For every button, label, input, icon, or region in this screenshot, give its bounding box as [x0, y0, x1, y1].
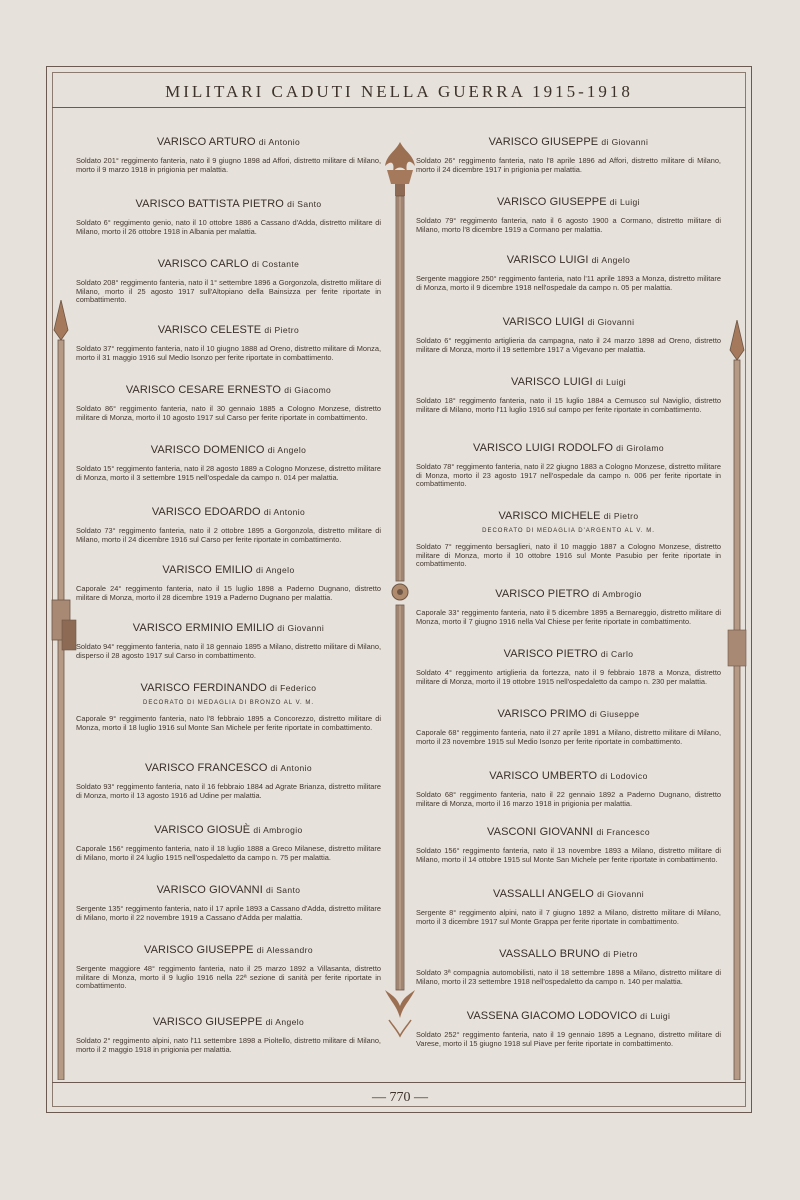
soldier-description: Caporale 9° reggimento fanteria, nato l'8 febbraio 1895 a Concorezzo, distretto militare di Monza, morto il 18 luglio 1916 sul Monte San Michele per ferite riportate in combattimento.: [76, 714, 381, 732]
soldier-entry: [416, 196, 721, 234]
soldier-name-line: [416, 196, 721, 208]
soldier-entry: [76, 506, 381, 544]
soldier-name-line: [416, 770, 721, 782]
soldier-entry: [76, 444, 381, 482]
soldier-entry: [76, 824, 381, 862]
soldier-name: VARISCO GIUSEPPE: [144, 944, 254, 956]
soldier-description: Soldato 3ª compagnia automobilisti, nato il 18 settembre 1898 a Milano, distretto militare di Milano, morto il 23 settembre 1918 nell'ospedaletto da campo n. 140 per malattia.: [416, 968, 721, 986]
soldier-father: di Giovanni: [597, 889, 645, 899]
soldier-name: VARISCO ARTURO: [156, 136, 256, 148]
soldier-father: di Ambrogio: [592, 589, 642, 599]
soldier-description: Soldato 93° reggimento fanteria, nato il 16 febbraio 1884 ad Agrate Brianza, distretto militare di Monza, morto il 13 agosto 1916 ad Udine per malattia.: [76, 782, 381, 800]
soldier-father: di Antonio: [258, 137, 301, 147]
soldier-description: Soldato 208° reggimento fanteria, nato il 1° settembre 1896 a Gorgonzola, distretto militare di Milano, morto il 25 agosto 1917 sull'Altopiano della Bainsizza per ferite riportate in combattimento.: [76, 278, 381, 305]
soldier-description: Soldato 6° reggimento genio, nato il 10 ottobre 1886 a Cassano d'Adda, distretto militare di Milano, morto il 26 ottobre 1918 in Albania per malattia.: [76, 218, 381, 236]
soldier-description: Soldato 201° reggimento fanteria, nato il 9 giugno 1898 ad Affori, distretto militare di Milano, morto il 9 marzo 1918 in prigionia per malattia.: [76, 156, 381, 174]
soldier-entry: [76, 564, 381, 602]
soldier-entry: [76, 944, 381, 991]
soldier-name-line: [76, 444, 381, 456]
soldier-entry: [76, 258, 381, 305]
soldier-name-line: [76, 258, 381, 270]
soldier-entry: [416, 888, 721, 926]
soldier-name-line: [76, 762, 381, 774]
soldier-name-line: [416, 442, 721, 454]
soldier-name: VARISCO CELESTE: [157, 324, 262, 336]
soldier-name: VARISCO CARLO: [157, 258, 249, 270]
soldier-entry: [416, 648, 721, 686]
soldier-entry: [416, 826, 721, 864]
soldier-name-line: [76, 136, 381, 148]
soldier-entry: [416, 510, 721, 569]
soldier-name-line: [76, 824, 381, 836]
soldier-father: di Giacomo: [284, 385, 332, 395]
soldier-description: Soldato 79° reggimento fanteria, nato il 6 agosto 1900 a Cormano, distretto militare di Milano, morto l'8 dicembre 1919 a Cormano per malattia.: [416, 216, 721, 234]
soldier-father: di Giovanni: [587, 317, 635, 327]
soldier-name-line: [76, 884, 381, 896]
soldier-description: Soldato 2° reggimento alpini, nato l'11 settembre 1898 a Pioltello, distretto militare di Milano, morto il 2 maggio 1918 in prigionia per malattia.: [76, 1036, 381, 1054]
soldier-father: di Angelo: [267, 445, 307, 455]
soldier-father: di Giovanni: [277, 623, 325, 633]
soldier-description: Soldato 73° reggimento fanteria, nato il 2 ottobre 1895 a Gorgonzola, distretto militare di Milano, morto il 24 dicembre 1916 sul Carso per ferite riportate in combattimento.: [76, 526, 381, 544]
soldier-description: Soldato 15° reggimento fanteria, nato il 28 agosto 1889 a Cologno Monzese, distretto militare di Monza, morto il 3 settembre 1915 nell'ospedale da campo n. 014 per malattia.: [76, 464, 381, 482]
page-header: [52, 72, 746, 108]
soldier-entry: [416, 1010, 721, 1048]
soldier-father: di Girolamo: [616, 443, 665, 453]
soldier-name-line: [416, 510, 721, 522]
soldier-name-line: [76, 682, 381, 694]
soldier-father: di Luigi: [595, 377, 627, 387]
soldier-father: di Alessandro: [256, 945, 313, 955]
soldier-name-line: [76, 324, 381, 336]
soldier-entry: [76, 682, 381, 732]
soldier-entry: [416, 376, 721, 414]
soldier-description: Soldato 68° reggimento fanteria, nato il 22 gennaio 1892 a Paderno Dugnano, distretto militare di Monza, morto il 16 marzo 1918 in prigionia per malattia.: [416, 790, 721, 808]
soldier-description: Soldato 18° reggimento fanteria, nato il 15 luglio 1884 a Cernusco sul Naviglio, distretto militare di Milano, morto l'11 luglio 1916 sul campo per ferite riportate in combattimento.: [416, 396, 721, 414]
soldier-entry: [416, 708, 721, 746]
soldier-father: di Carlo: [600, 649, 634, 659]
soldier-entry: [76, 884, 381, 922]
soldier-name-line: [76, 506, 381, 518]
soldier-name: VARISCO FRANCESCO: [144, 762, 268, 774]
soldier-entry: [76, 762, 381, 800]
soldier-father: di Santo: [287, 199, 322, 209]
soldier-name: VASSALLO BRUNO: [499, 948, 600, 960]
soldier-entry: [416, 948, 721, 986]
soldier-father: di Giuseppe: [589, 709, 640, 719]
soldier-entry: [416, 254, 721, 292]
soldier-name-line: [76, 622, 381, 634]
soldier-name: VARISCO PRIMO: [497, 708, 587, 720]
soldier-father: di Pietro: [603, 949, 638, 959]
soldier-father: di Luigi: [640, 1011, 671, 1021]
soldier-name-line: [416, 136, 721, 148]
soldier-father: di Santo: [266, 885, 301, 895]
soldier-description: Soldato 252° reggimento fanteria, nato il 19 gennaio 1895 a Legnano, distretto militare di Varese, morto il 15 giugno 1918 sul Piave per ferite riportate in combattimento.: [416, 1030, 721, 1048]
soldier-entry: [416, 588, 721, 626]
soldier-father: di Lodovico: [600, 771, 648, 781]
soldier-name: VARISCO DOMENICO: [150, 444, 265, 456]
soldier-name: VARISCO LUIGI: [502, 316, 585, 328]
soldier-name: VARISCO GIUSEPPE: [152, 1016, 263, 1028]
soldier-name: VARISCO EMILIO: [162, 564, 253, 576]
soldier-name-line: [416, 708, 721, 720]
soldier-description: Caporale 156° reggimento fanteria, nato il 18 luglio 1888 a Greco Milanese, distretto militare di Milano, morto il 24 luglio 1915 nell'ospedaletto da campo n. 75 per malattia.: [76, 844, 381, 862]
soldier-name: VASSALLI ANGELO: [492, 888, 594, 900]
soldier-father: di Costante: [251, 259, 300, 269]
soldier-description: Soldato 6° reggimento artiglieria da campagna, nato il 24 marzo 1898 ad Oreno, distretto militare di Monza, morto il 19 settembre 1917 a Vigevano per malattia.: [416, 336, 721, 354]
soldier-entry: [76, 1016, 381, 1054]
soldier-father: di Angelo: [591, 255, 631, 265]
soldier-name-line: [76, 384, 381, 396]
left-lance-ornament: [44, 300, 78, 1080]
soldier-name: VASCONI GIOVANNI: [487, 826, 594, 838]
soldier-name: VARISCO MICHELE: [498, 510, 601, 522]
soldier-name: VARISCO UMBERTO: [489, 770, 598, 782]
soldier-name: VARISCO LUIGI: [510, 376, 593, 388]
soldier-entry: [76, 136, 381, 174]
soldier-entry: [76, 324, 381, 362]
soldier-name-line: [416, 648, 721, 660]
soldier-description: Soldato 156° reggimento fanteria, nato il 13 novembre 1893 a Milano, distretto militare di Milano, morto il 14 ottobre 1915 sul Monte San Michele per ferite riportate in combattimento.: [416, 846, 721, 864]
soldier-name: VARISCO GIOSUÈ: [154, 824, 251, 836]
soldier-description: Soldato 4° reggimento artiglieria da fortezza, nato il 9 febbraio 1878 a Monza, distretto militare di Monza, morto il 19 ottobre 1915 nell'ospedaletto da campo n. 230 per malattia.: [416, 668, 721, 686]
soldier-description: Caporale 24° reggimento fanteria, nato il 15 luglio 1898 a Paderno Dugnano, distretto militare di Monza, morto il 28 dicembre 1919 a Paderno Dugnano per malattia.: [76, 584, 381, 602]
soldier-entry: [76, 622, 381, 660]
soldier-entry: [416, 770, 721, 808]
soldier-name: VARISCO FERDINANDO: [140, 682, 267, 694]
soldier-name-line: [76, 198, 381, 210]
soldier-father: di Angelo: [265, 1017, 305, 1027]
soldier-entry: [416, 316, 721, 354]
soldier-description: Soldato 7° reggimento bersaglieri, nato il 10 maggio 1887 a Cologno Monzese, distretto militare di Monza, morto il 10 ottobre 1916 sul Monte Pasubio per ferite riportate in combattimento.: [416, 542, 721, 569]
soldier-description: Sergente 135° reggimento fanteria, nato il 17 aprile 1893 a Cassano d'Adda, distretto militare di Milano, morto il 22 novembre 1919 a Cassano d'Adda per malattia.: [76, 904, 381, 922]
soldier-name-line: [416, 826, 721, 838]
soldier-name: VARISCO GIUSEPPE: [488, 136, 599, 148]
soldier-father: di Federico: [269, 683, 317, 693]
soldier-name: VARISCO LUIGI: [506, 254, 589, 266]
soldier-entry: [416, 136, 721, 174]
soldier-name-line: [416, 376, 721, 388]
soldier-name-line: [416, 1010, 721, 1022]
soldier-honor: DECORATO DI MEDAGLIA DI BRONZO AL V. M.: [142, 700, 315, 706]
soldier-description: Soldato 94° reggimento fanteria, nato il 18 gennaio 1895 a Milano, distretto militare di Milano, disperso il 28 agosto 1917 sul Carso in combattimento.: [76, 642, 381, 660]
soldier-father: di Antonio: [263, 507, 306, 517]
soldier-description: Caporale 33° reggimento fanteria, nato il 5 dicembre 1895 a Bernareggio, distretto militare di Monza, morto il 7 giugno 1916 nella Val Chiese per ferite riportate in combattimento.: [416, 608, 721, 626]
soldier-name: VASSENA GIACOMO LODOVICO: [466, 1010, 637, 1022]
page-title: MILITARI CADUTI NELLA GUERRA 1915-1918: [165, 82, 633, 101]
soldier-honor: DECORATO DI MEDAGLIA D'ARGENTO AL V. M.: [482, 528, 655, 534]
soldier-name: VARISCO EDOARDO: [151, 506, 261, 518]
soldier-father: di Ambrogio: [253, 825, 303, 835]
soldier-description: Sergente maggiore 48° reggimento fanteria, nato il 25 marzo 1892 a Villasanta, distretto militare di Monza, morto il 9 luglio 1916 nella 22ª sezione di sanità per ferite riportate in combattimento.: [76, 964, 381, 991]
soldier-father: di Antonio: [270, 763, 312, 773]
soldier-name: VARISCO LUIGI RODOLFO: [472, 442, 613, 454]
soldier-entry: [416, 442, 721, 489]
soldier-name: VARISCO CESARE ERNESTO: [125, 384, 282, 396]
soldier-description: Soldato 86° reggimento fanteria, nato il 30 gennaio 1885 a Cologno Monzese, distretto militare di Monza, morto il 10 agosto 1917 sul Carso per ferite riportate in combattimento.: [76, 404, 381, 422]
soldier-description: Sergente maggiore 250° reggimento fanteria, nato l'11 aprile 1893 a Monza, distretto militare di Monza, morto il 9 dicembre 1918 nell'ospedale da campo n. 05 per malattia.: [416, 274, 721, 292]
soldier-name-line: [416, 948, 721, 960]
soldier-name-line: [416, 588, 721, 600]
soldier-father: di Pietro: [264, 325, 300, 335]
right-lance-ornament: [720, 320, 754, 1080]
soldier-description: Soldato 26° reggimento fanteria, nato l'8 aprile 1896 ad Affori, distretto militare di Milano, morto il 24 dicembre 1917 in prigionia per malattia.: [416, 156, 721, 174]
soldier-name-line: [76, 1016, 381, 1028]
soldier-father: di Angelo: [256, 565, 295, 575]
soldier-name-line: [416, 316, 721, 328]
soldier-description: Sergente 8° reggimento alpini, nato il 7 giugno 1892 a Milano, distretto militare di Milano, morto il 3 dicembre 1917 sul Monte Grappa per ferite riportate in combattimento.: [416, 908, 721, 926]
soldier-name: VARISCO GIOVANNI: [156, 884, 263, 896]
soldier-name: VARISCO PIETRO: [495, 588, 590, 600]
soldier-name: VARISCO GIUSEPPE: [497, 196, 607, 208]
soldier-name-line: [76, 944, 381, 956]
soldier-description: Caporale 68° reggimento fanteria, nato il 27 aprile 1891 a Milano, distretto militare di Milano, morto il 23 novembre 1915 sul Medio Isonzo per ferite riportate in combattimento.: [416, 728, 721, 746]
soldier-entry: [76, 384, 381, 422]
soldier-father: di Francesco: [596, 827, 650, 837]
soldier-father: di Giovanni: [601, 137, 649, 147]
soldier-father: di Luigi: [609, 197, 640, 207]
soldier-father: di Pietro: [603, 511, 639, 521]
soldier-name: VARISCO BATTISTA PIETRO: [135, 198, 284, 210]
soldier-name-line: [76, 564, 381, 576]
soldier-description: Soldato 37° reggimento fanteria, nato il 10 giugno 1888 ad Oreno, distretto militare di Monza, morto il 31 maggio 1916 sul Medio Isonzo per ferite riportate in combattimento.: [76, 344, 381, 362]
soldier-entry: [76, 198, 381, 236]
soldier-description: Soldato 78° reggimento fanteria, nato il 22 giugno 1883 a Cologno Monzese, distretto militare di Monza, morto il 23 agosto 1917 nell'ospedale da campo n. 006 per ferite riportate in combattimento.: [416, 462, 721, 489]
soldier-name: VARISCO ERMINIO EMILIO: [132, 622, 275, 634]
footer-divider: [52, 1082, 746, 1083]
soldier-name: VARISCO PIETRO: [503, 648, 598, 660]
soldier-name-line: [416, 888, 721, 900]
page-number: — 770 —: [372, 1090, 428, 1105]
soldier-name-line: [416, 254, 721, 266]
